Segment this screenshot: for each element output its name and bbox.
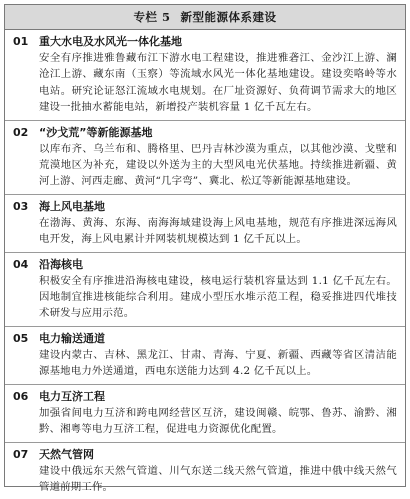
section-06 bbox=[5, 385, 405, 443]
box-title-bar bbox=[5, 5, 405, 30]
section-body: 以库布齐、乌兰布和、腾格里、巴丹吉林沙漠为重点，以其他沙漠、戈壁和荒漠地区为补充，建设以外送为主的大型风电光伏基地。持续推进新疆、黄河上游、河西走廊、黄河“几字弯”、冀北、松辽等新能源基地建设。 bbox=[13, 141, 397, 190]
section-04 bbox=[5, 253, 405, 327]
section-body: 建设内蒙古、吉林、黑龙江、甘肃、青海、宁夏、新疆、西藏等省区清洁能源基地电力外送通道，西电东送能力达到 4.2 亿千瓦以上。 bbox=[13, 347, 397, 380]
section-number: 05 bbox=[13, 332, 39, 345]
box-title: 新型能源体系建设 bbox=[181, 9, 277, 25]
section-number: 04 bbox=[13, 258, 39, 271]
section-03 bbox=[5, 195, 405, 253]
section-title: 天然气管网 bbox=[39, 446, 94, 462]
section-05 bbox=[5, 327, 405, 385]
section-title: 电力互济工程 bbox=[39, 388, 105, 404]
section-body: 在渤海、黄海、东海、南海海域建设海上风电基地，规范有序推进深远海风电开发，海上风电累计并网装机规模达到 1 亿千瓦以上。 bbox=[13, 215, 397, 248]
section-body: 建设中俄远东天然气管道、川气东送二线天然气管道，推进中俄中线天然气管道前期工作。 bbox=[13, 463, 397, 496]
section-number: 06 bbox=[13, 390, 39, 403]
section-title: 电力输送通道 bbox=[39, 330, 105, 346]
section-title: 沿海核电 bbox=[39, 256, 83, 272]
section-title: 海上风电基地 bbox=[39, 198, 105, 214]
section-body: 加强省间电力互济和跨电网经营区互济，建设闽赣、皖鄂、鲁苏、渝黔、湘黔、湘粤等电力互济工程，促进电力资源优化配置。 bbox=[13, 405, 397, 438]
section-body: 安全有序推进雅鲁藏布江下游水电工程建设，推进雅砻江、金沙江上游、澜沧江上游、藏东南（玉察）等流域水风光一体化基地建设。建设奕咯岭等水电站。研究论证怒江流域水电规划。在厂址资源好、负荷调节需求大的地区建设一批抽水蓄能电站，新增投产装机容量 1 亿千瓦左右。 bbox=[13, 50, 397, 116]
section-title: 重大水电及水风光一体化基地 bbox=[39, 33, 182, 49]
section-number: 03 bbox=[13, 200, 39, 213]
section-title: “沙戈荒”等新能源基地 bbox=[39, 124, 152, 140]
section-02 bbox=[5, 121, 405, 195]
section-number: 01 bbox=[13, 35, 39, 48]
section-number: 02 bbox=[13, 126, 39, 139]
section-01 bbox=[5, 30, 405, 121]
section-number: 07 bbox=[13, 448, 39, 461]
box-label: 专栏 5 bbox=[133, 9, 170, 25]
section-body: 积极安全有序推进沿海核电建设，核电运行装机容量达到 1.1 亿千瓦左右。因地制宜推进核能综合利用。建成小型压水堆示范工程，稳妥推进四代堆技术研发与应用示范。 bbox=[13, 273, 397, 322]
feature-box bbox=[4, 4, 406, 487]
